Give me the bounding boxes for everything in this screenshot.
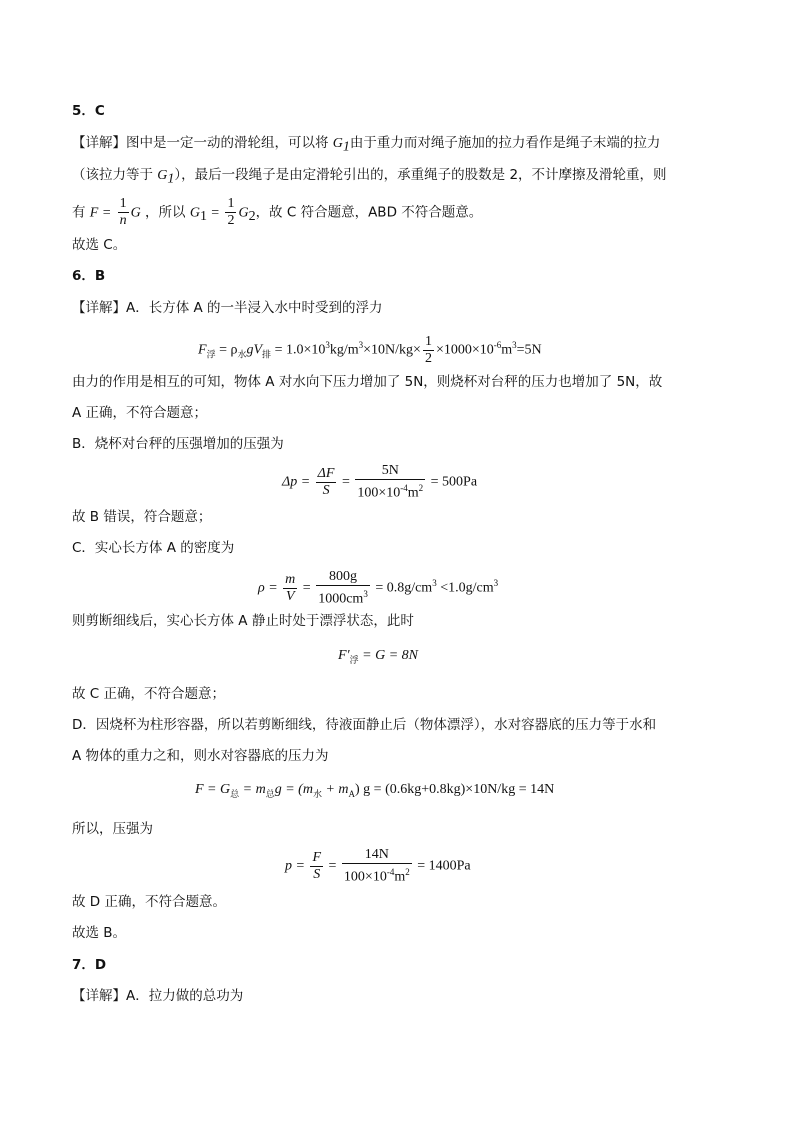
- q6-b-intro: B．烧杯对台秤的压强增加的压强为: [72, 436, 284, 452]
- q6-equation-buoyancy: $F_浮 = \rho_水gV_排 = 1.0\times 10^3kg/m^3\times 10N/kg\times$ $\frac{1}{2}$ $\times 1000\times 10^{-6}m^3=5N$: [198, 333, 542, 366]
- q5-line2: （该拉力等于 $G_1$），最后一段绳子是由定滑轮引出的，承重绳子的股数是 2，不计摩擦及滑轮重，则: [72, 167, 667, 187]
- q7-a-intro: 【详解】A．拉力做的总功为: [72, 988, 244, 1004]
- q6-a-text-1: 由力的作用是相互的可知，物体 A 对水向下压力增加了 5N，则烧杯对台秤的压力也增加了 5N，故: [72, 374, 663, 390]
- q6-fraction-half: $\frac{1}{2}$: [424, 333, 432, 366]
- q5-conclusion: 故选 C。: [72, 237, 127, 253]
- q6-d-conclusion: 故 D 正确，不符合题意。: [72, 894, 226, 910]
- q6-a-text-2: A 正确，不符合题意；: [72, 405, 208, 421]
- q6-d-text-3: 所以，压强为: [72, 821, 153, 837]
- q6-c-intro: C．实心长方体 A 的密度为: [72, 540, 235, 556]
- q6-d-text-2: A 物体的重力之和，则水对容器底的压力为: [72, 748, 329, 764]
- q6-c-text: 则剪断细线后，实心长方体 A 静止时处于漂浮状态，此时: [72, 613, 414, 629]
- q5-tag: 【详解】: [72, 135, 126, 151]
- q7-header: 7．D: [72, 957, 107, 973]
- q5-line3: 有 F = $\frac{1}{n}$ G ，所以 $G_1$ = $\frac{1}{2}$ $G_2$，故 C 符合题意，ABD 不符合题意。: [72, 196, 483, 228]
- q5-fraction-1-over-n: $\frac{1}{n}$: [119, 196, 127, 228]
- q6-conclusion: 故选 B。: [72, 925, 127, 941]
- q6-equation-pressure-increase: Δp = $\frac{\Delta F}{S}$ = $\frac{5N}{100\times 10^{-4}m^2}$ = 500Pa: [282, 463, 478, 501]
- q6-b-conclusion: 故 B 错误，符合题意；: [72, 509, 212, 525]
- q5-line1: 【详解】图中是一定一动的滑轮组，可以将 $G_1$由于重力而对绳子施加的拉力看作是绳子末端的拉力: [72, 135, 661, 155]
- q6-equation-bottom-force: $F = G_总 = m_总g = (m_水 + m_A) g = (0.6kg+0.8kg)\times 10N/kg = 14N$: [195, 782, 555, 799]
- q6-c-conclusion: 故 C 正确，不符合题意；: [72, 686, 226, 702]
- q5-fraction-1-over-2: $\frac{1}{2}$: [227, 196, 235, 228]
- q6-d-text-1: D．因烧杯为柱形容器，所以若剪断细线，待液面静止后（物体漂浮），水对容器底的压力等于水和: [72, 717, 657, 733]
- q6-a-intro: 【详解】A．长方体 A 的一半浸入水中时受到的浮力: [72, 300, 383, 316]
- q5-header: 5．C: [72, 103, 105, 119]
- q6-header: 6．B: [72, 268, 106, 284]
- q6-equation-final-pressure: p = $\frac{F}{S}$ = $\frac{14N}{100\times 10^{-4}m^2}$ = 1400Pa: [285, 847, 471, 885]
- q6-equation-float-force: $F'_浮 = G = 8N$: [338, 648, 418, 665]
- q6-equation-density: ρ = $\frac{m}{V}$ = $\frac{800g}{1000cm^3}$ = $0.8g/cm^3 <1.0g/cm^3$: [258, 569, 499, 607]
